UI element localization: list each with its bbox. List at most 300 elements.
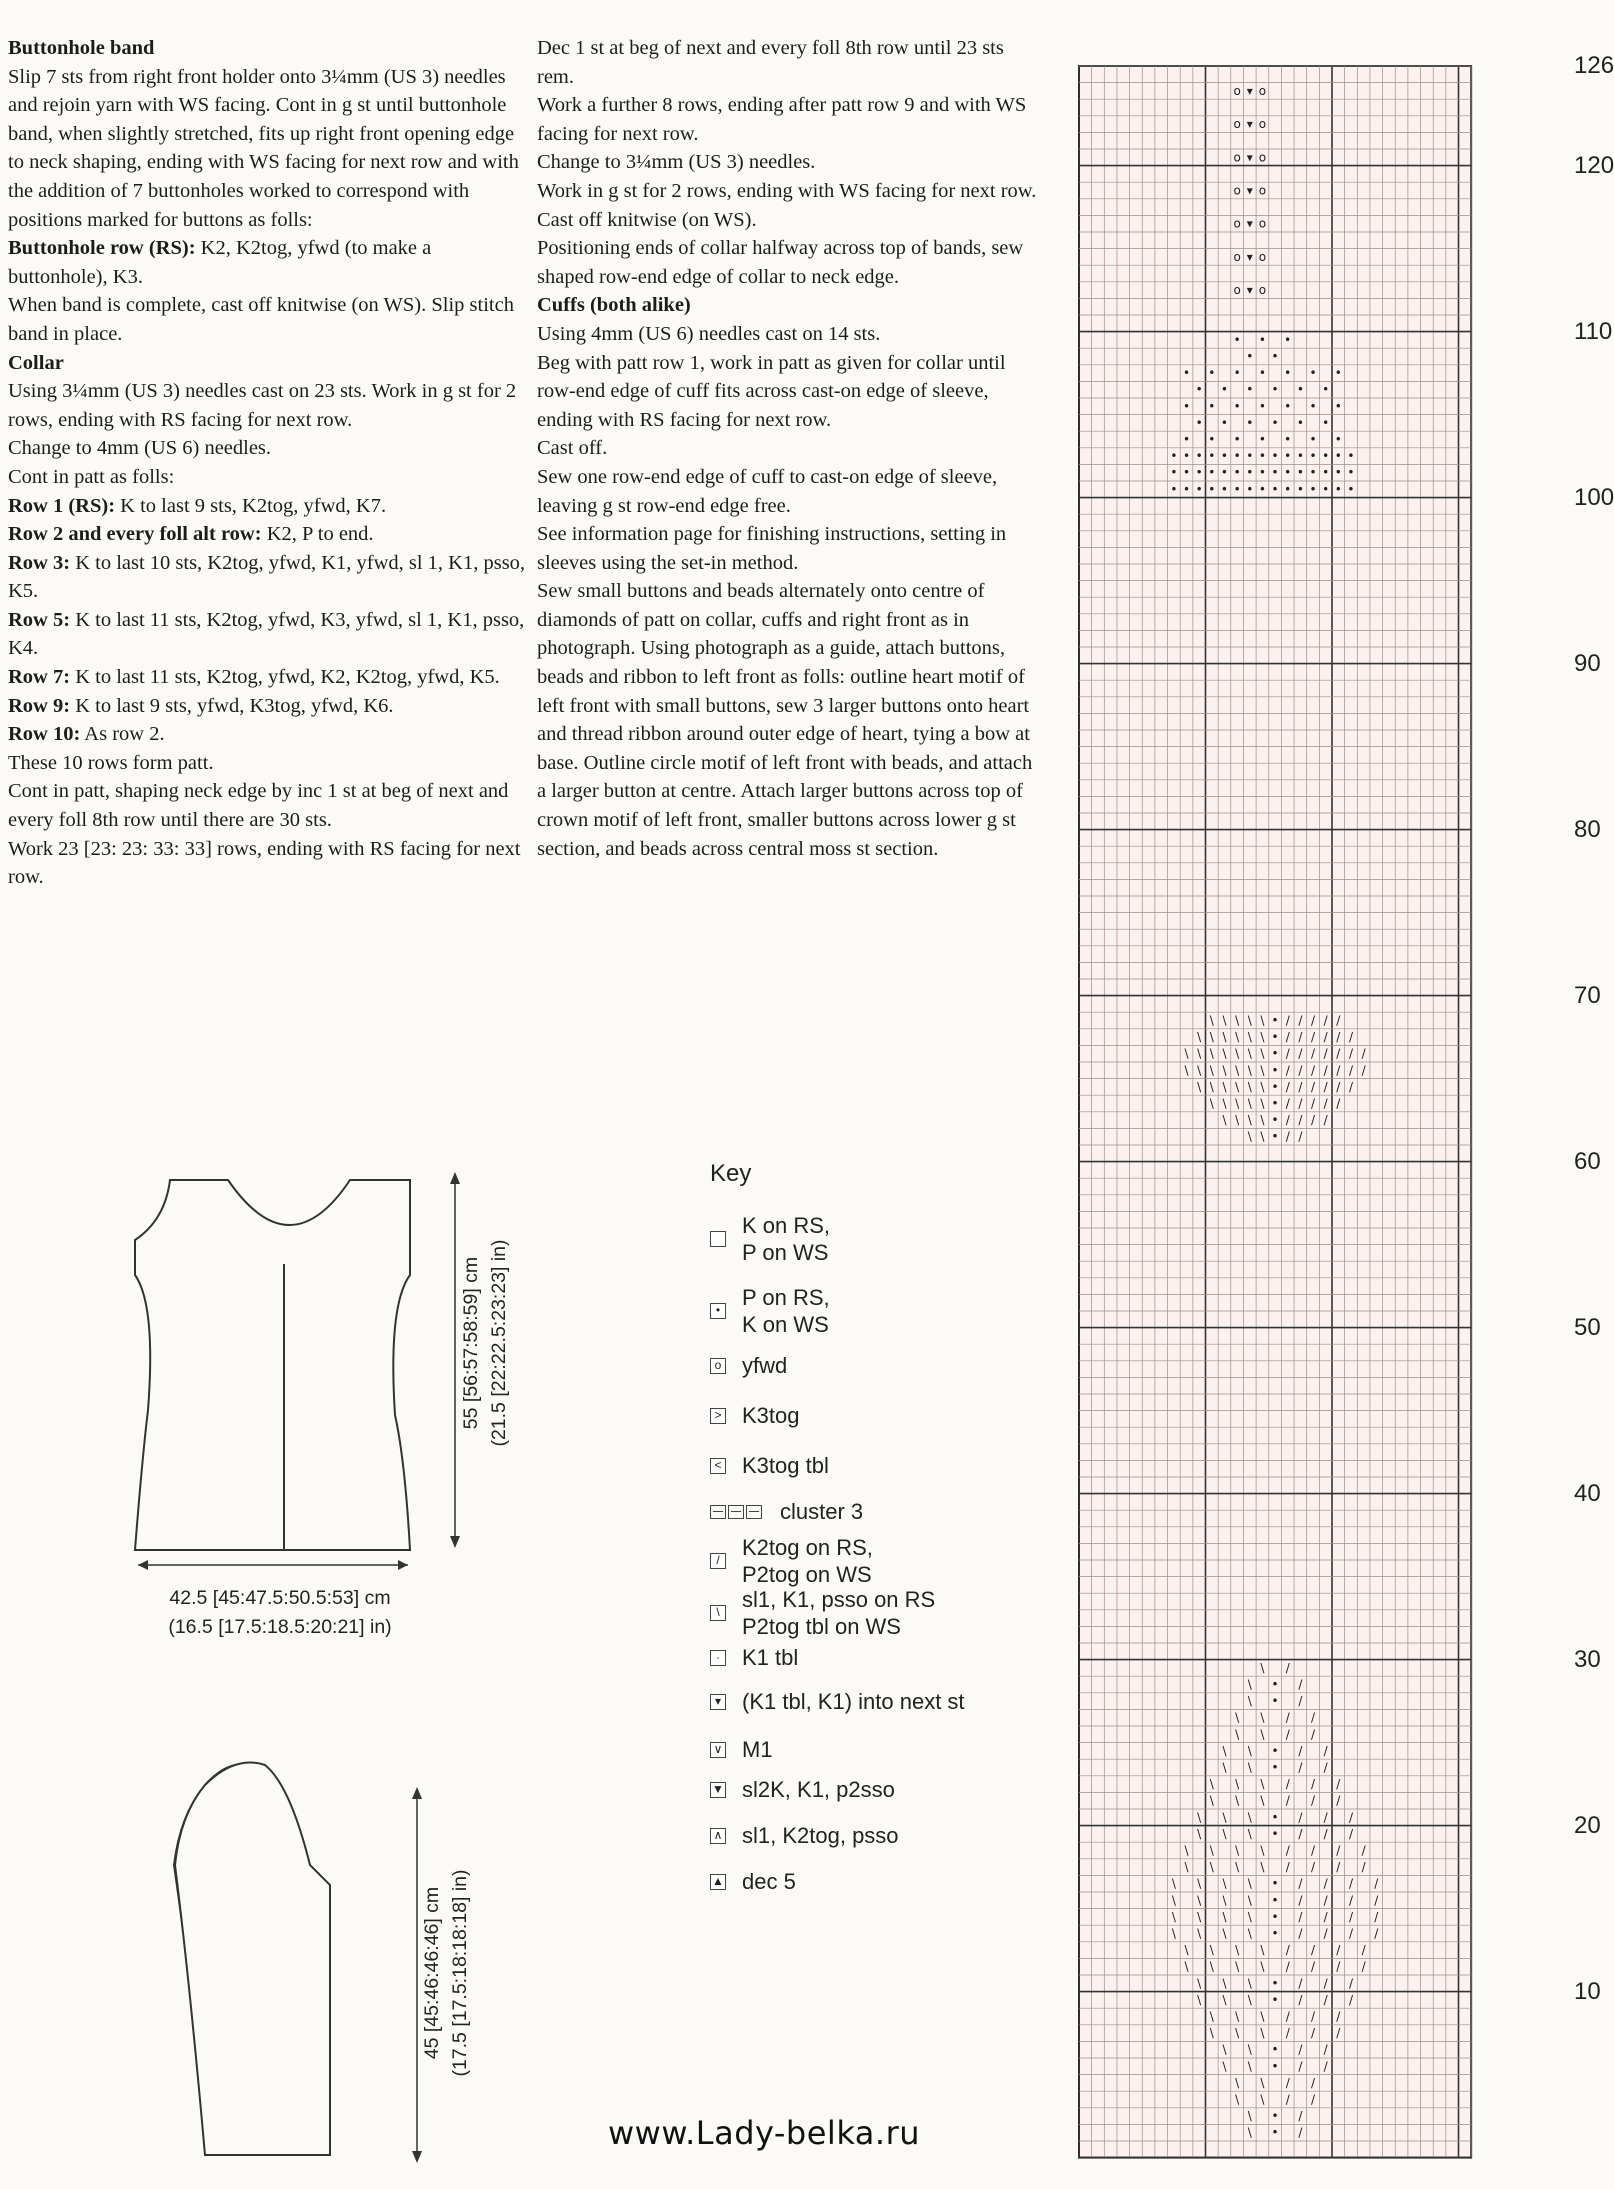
chart-stitch-symbol: \	[1209, 1030, 1214, 1045]
pattern-row	[8, 234, 528, 291]
key-item-label-line: sl1, K2tog, psso	[742, 1823, 899, 1848]
chart-stitch-symbol: •	[1271, 1113, 1279, 1128]
chart-stitch-symbol: \	[1260, 1860, 1265, 1875]
chart-stitch-symbol: \	[1247, 1677, 1252, 1692]
section-heading: Cuffs (both alike)	[537, 294, 691, 317]
chart-stitch-symbol: o	[1258, 249, 1267, 264]
instruction-paragraph: Dec 1 st at beg of next and every foll 8th row until 23 sts rem.	[537, 37, 1004, 88]
chart-stitch-symbol: \	[1260, 1063, 1265, 1078]
chart-stitch-symbol: /	[1311, 2026, 1316, 2041]
key-item-label	[742, 1402, 800, 1429]
key-item-label	[742, 1284, 830, 1338]
chart-stitch-symbol: •	[1347, 482, 1355, 497]
chart-stitch-symbol: \	[1222, 1013, 1227, 1028]
chart-stitch-symbol: •	[1271, 1826, 1279, 1841]
body-length-label	[457, 1173, 513, 1513]
chart-stitch-symbol: •	[1208, 399, 1216, 414]
chart-stitch-symbol: \	[1235, 1860, 1240, 1875]
chart-stitch-symbol: \	[1209, 1096, 1214, 1111]
chart-stitch-symbol: \	[1222, 1760, 1227, 1775]
chart-stitch-symbol: \	[1171, 1893, 1176, 1908]
chart-stitch-symbol: •	[1271, 1810, 1279, 1825]
chart-stitch-symbol: •	[1271, 1893, 1279, 1908]
chart-stitch-symbol: \	[1235, 1046, 1240, 1061]
chart-stitch-symbol: •	[1322, 482, 1330, 497]
chart-stitch-symbol: •	[1284, 449, 1292, 464]
chart-stitch-symbol: •	[1271, 1909, 1279, 1924]
key-item	[710, 1534, 873, 1588]
chart-stitch-symbol: •	[1309, 366, 1317, 381]
chart-stitch-symbol: •	[1220, 482, 1229, 497]
pattern-row-label: Row 1 (RS):	[8, 494, 116, 517]
chart-stitch-symbol: •	[1271, 2042, 1279, 2057]
chart-stitch-symbol: •	[1284, 399, 1292, 414]
chart-stitch-symbol: •	[1195, 449, 1203, 464]
sleeve-length-cm: 45 [45:46:46:46] cm	[421, 1886, 443, 2060]
chart-stitch-symbol: \	[1247, 1096, 1252, 1111]
chart-stitch-symbol: /	[1361, 1063, 1366, 1078]
chart-stitch-symbol: •	[1258, 432, 1266, 447]
chart-stitch-symbol: \	[1260, 1660, 1265, 1675]
chart-stitch-symbol: /	[1361, 1959, 1366, 1974]
chart-stitch-symbol: \	[1184, 1063, 1189, 1078]
chart-stitch-symbol: o	[1233, 83, 1241, 98]
chart-stitch-symbol: \	[1247, 2042, 1252, 2057]
key-item-label	[742, 1212, 830, 1266]
chart-stitch-symbol: •	[1182, 366, 1191, 381]
instruction-paragraph: Work a further 8 rows, ending after patt row 9 and with WS facing for next row.	[537, 94, 1027, 145]
chart-stitch-symbol: \	[1235, 1710, 1240, 1725]
chart-stitch-symbol: •	[1246, 382, 1254, 397]
chart-stitch-symbol: /	[1298, 1743, 1303, 1758]
chart-stitch-symbol: o	[1233, 183, 1241, 198]
chart-stitch-symbol: /	[1298, 1013, 1303, 1028]
chart-stitch-symbol: \	[1222, 1063, 1227, 1078]
chart-stitch-symbol: ▾	[1246, 283, 1253, 298]
sl2k-k1-p2sso-symbol-icon: ▼	[710, 1782, 726, 1798]
chart-stitch-symbol: /	[1348, 1063, 1353, 1078]
chart-stitch-symbol: /	[1323, 1976, 1328, 1991]
k3tog-symbol-icon: >	[710, 1408, 726, 1424]
chart-stitch-symbol: \	[1209, 1079, 1214, 1094]
instruction-paragraph: Work in g st for 2 rows, ending with WS facing for next row.	[537, 179, 1037, 202]
chart-stitch-symbol: •	[1271, 1096, 1279, 1111]
chart-stitch-symbol: \	[1247, 1013, 1252, 1028]
key-item-label-line: K on RS,	[742, 1213, 831, 1238]
chart-stitch-symbol: •	[1296, 465, 1304, 480]
chart-stitch-symbol: \	[1235, 1843, 1240, 1858]
chart-stitch-symbol: •	[1246, 415, 1254, 430]
chart-stitch-symbol: •	[1195, 382, 1203, 397]
chart-stitch-symbol: ▾	[1246, 183, 1253, 198]
chart-stitch-symbol: •	[1170, 449, 1178, 464]
chart-stitch-symbol: /	[1298, 1113, 1303, 1128]
chart-stitch-symbol: \	[1184, 1959, 1189, 1974]
p-on-rs-symbol-icon: •	[710, 1303, 726, 1319]
chart-stitch-symbol: /	[1298, 2125, 1303, 2140]
chart-stitch-symbol: /	[1285, 1959, 1290, 1974]
pattern-row	[8, 492, 528, 521]
chart-stitch-symbol: \	[1260, 1710, 1265, 1725]
chart-stitch-symbol: \	[1197, 1893, 1202, 1908]
key-item-label-line: yfwd	[742, 1353, 788, 1378]
chart-stitch-symbol: /	[1311, 1843, 1316, 1858]
chart-stitch-symbol: \	[1235, 2026, 1240, 2041]
chart-stitch-symbol: /	[1348, 1826, 1353, 1841]
chart-stitch-symbol: \	[1260, 2092, 1265, 2107]
chart-stitch-symbol: •	[1271, 1063, 1279, 1078]
chart-stitch-symbol: \	[1260, 1046, 1265, 1061]
instruction-paragraph: Work 23 [23: 23: 33: 33] rows, ending with RS facing for next row.	[8, 837, 521, 889]
watermark-text: www.Lady-belka.ru	[608, 2114, 920, 2152]
chart-stitch-symbol: o	[1233, 283, 1241, 298]
pattern-row	[8, 549, 528, 606]
chart-stitch-symbol: /	[1323, 1096, 1328, 1111]
sleeve-length-in: (17.5 [17.5:18:18:18] in)	[449, 1869, 471, 2077]
key-item	[710, 1284, 830, 1338]
chart-row-number: 126	[1574, 52, 1614, 79]
chart-stitch-symbol: \	[1222, 2059, 1227, 2074]
chart-stitch-symbol: /	[1374, 1893, 1379, 1908]
instruction-paragraph: Cast off knitwise (on WS).	[537, 208, 757, 231]
chart-stitch-symbol: •	[1208, 465, 1216, 480]
chart-row-number: 10	[1574, 1977, 1601, 2005]
instruction-paragraph: Change to 4mm (US 6) needles.	[8, 437, 272, 460]
chart-stitch-symbol: /	[1285, 1013, 1290, 1028]
instruction-paragraph: Slip 7 sts from right front holder onto 3¼mm (US 3) needles and rejoin yarn with WS facing. Cont in g st until buttonhole band, when slightly stretched, fits up right front opening edge to neck shaping, ending with WS facing for next row and with the addition of 7 buttonholes worked to correspond with positions marked for buttons as folls:	[8, 65, 519, 231]
pattern-row	[8, 520, 528, 549]
chart-stitch-symbol: •	[1220, 449, 1229, 464]
chart-stitch-symbol: \	[1222, 1113, 1227, 1128]
chart-stitch-symbol: •	[1208, 449, 1216, 464]
chart-stitch-symbol: •	[1233, 432, 1241, 447]
chart-stitch-symbol: /	[1311, 1860, 1316, 1875]
chart-stitch-symbol: \	[1247, 1976, 1252, 1991]
instruction-paragraph: Cont in patt as folls:	[8, 465, 175, 488]
chart-stitch-symbol: /	[1323, 1893, 1328, 1908]
chart-stitch-symbol: •	[1284, 465, 1292, 480]
instruction-paragraph: Positioning ends of collar halfway across top of bands, sew shaped row-end edge of collar to neck edge.	[537, 237, 1024, 288]
chart-stitch-symbol: \	[1260, 2075, 1265, 2090]
chart-stitch-symbol: •	[1182, 432, 1191, 447]
chart-stitch-symbol: •	[1246, 482, 1254, 497]
chart-stitch-symbol: \	[1235, 2075, 1240, 2090]
instruction-paragraph: Change to 3¼mm (US 3) needles.	[537, 151, 816, 174]
body-width-cm: 42.5 [45:47.5:50.5:53] cm	[169, 1587, 391, 1609]
chart-row-number: 120	[1574, 151, 1614, 179]
chart-stitch-symbol: \	[1171, 1926, 1176, 1941]
chart-stitch-symbol: •	[1233, 482, 1241, 497]
chart-stitch-symbol: \	[1260, 1113, 1265, 1128]
chart-stitch-symbol: /	[1336, 1860, 1341, 1875]
chart-stitch-symbol: •	[1347, 449, 1355, 464]
chart-stitch-symbol: \	[1222, 1893, 1227, 1908]
chart-stitch-symbol: /	[1336, 1959, 1341, 1974]
body-length-cm: 55 [56:57:58:59] cm	[460, 1256, 482, 1430]
chart-stitch-symbol: /	[1323, 1046, 1328, 1061]
instruction-paragraph: Using 4mm (US 6) needles cast on 14 sts.	[537, 322, 881, 345]
chart-stitch-symbol: •	[1233, 399, 1241, 414]
dec-5-symbol-icon: ▲	[710, 1874, 726, 1890]
chart-stitch-symbol: •	[1271, 1694, 1279, 1709]
chart-stitch-symbol: /	[1311, 1710, 1316, 1725]
chart-stitch-symbol: •	[1258, 332, 1266, 347]
chart-stitch-symbol: \	[1209, 1943, 1214, 1958]
chart-stitch-symbol: /	[1311, 1046, 1316, 1061]
chart-stitch-symbol: \	[1222, 1079, 1227, 1094]
chart-stitch-symbol: •	[1322, 415, 1330, 430]
key-item-label-line: P2tog tbl on WS	[742, 1614, 901, 1639]
section-heading: Collar	[8, 351, 64, 374]
chart-stitch-symbol: •	[1284, 432, 1292, 447]
key-item	[710, 1212, 830, 1266]
chart-stitch-symbol: /	[1323, 1909, 1328, 1924]
key-item-label-line: K3tog tbl	[742, 1453, 829, 1478]
chart-stitch-symbol: \	[1235, 2009, 1240, 2024]
chart-stitch-symbol: •	[1271, 1030, 1279, 1045]
chart-stitch-symbol: \	[1235, 1063, 1240, 1078]
key-item-label	[742, 1644, 798, 1671]
chart-row-number: 50	[1574, 1313, 1601, 1341]
pattern-row	[8, 720, 528, 749]
chart-stitch-symbol: \	[1260, 2009, 1265, 2024]
key-item	[710, 1352, 787, 1379]
chart-stitch-symbol: •	[1296, 449, 1304, 464]
chart-stitch-symbol: •	[1271, 1013, 1279, 1028]
chart-stitch-symbol: •	[1309, 465, 1317, 480]
chart-stitch-symbol: \	[1171, 1876, 1176, 1891]
chart-stitch-symbol: \	[1247, 1926, 1252, 1941]
chart-stitch-symbol: \	[1222, 1810, 1227, 1825]
chart-stitch-symbol: •	[1271, 2125, 1279, 2140]
chart-stitch-symbol: \	[1184, 1843, 1189, 1858]
chart-row-number: 40	[1574, 1479, 1601, 1507]
chart-stitch-symbol: •	[1246, 465, 1254, 480]
pattern-row-label: Row 7:	[8, 666, 71, 689]
chart-stitch-symbol: /	[1336, 1843, 1341, 1858]
chart-stitch-symbol: /	[1285, 1096, 1290, 1111]
k2tog-symbol-icon: /	[710, 1553, 726, 1569]
chart-stitch-symbol: •	[1309, 399, 1317, 414]
pattern-row-text: K to last 9 sts, yfwd, K3tog, yfwd, K6.	[70, 694, 394, 717]
yfwd-symbol-icon: o	[710, 1358, 726, 1374]
chart-stitch-symbol: /	[1348, 1976, 1353, 1991]
k-on-rs-symbol-icon	[710, 1231, 726, 1247]
chart-stitch-symbol: \	[1209, 1843, 1214, 1858]
chart-stitch-symbol: •	[1271, 1976, 1279, 1991]
chart-stitch-symbol: \	[1235, 1013, 1240, 1028]
chart-stitch-symbol: /	[1336, 1096, 1341, 1111]
chart-stitch-symbol: /	[1336, 1079, 1341, 1094]
chart-stitch-symbol: /	[1336, 2026, 1341, 2041]
key-item	[710, 1868, 796, 1895]
chart-stitch-symbol: /	[1336, 1030, 1341, 1045]
chart-stitch-symbol: \	[1197, 1992, 1202, 2007]
chart-stitch-symbol: \	[1260, 1129, 1265, 1144]
key-item	[710, 1776, 895, 1803]
chart-stitch-symbol: •	[1182, 482, 1191, 497]
chart-row-number: 30	[1574, 1645, 1601, 1673]
chart-stitch-symbol: •	[1334, 482, 1342, 497]
key-item	[710, 1688, 965, 1715]
chart-stitch-symbol: \	[1247, 1743, 1252, 1758]
chart-stitch-symbol: \	[1260, 1096, 1265, 1111]
chart-stitch-symbol: •	[1233, 366, 1241, 381]
chart-stitch-symbol: /	[1285, 1046, 1290, 1061]
chart-stitch-symbol: /	[1348, 1926, 1353, 1941]
chart-stitch-symbol: \	[1171, 1909, 1176, 1924]
body-schematic	[120, 1160, 480, 1600]
pattern-row-label: Row 3:	[8, 551, 71, 574]
chart-stitch-symbol: \	[1209, 2026, 1214, 2041]
chart-stitch-symbol: •	[1258, 449, 1266, 464]
chart-stitch-symbol: /	[1298, 1926, 1303, 1941]
chart-stitch-symbol: /	[1285, 2009, 1290, 2024]
chart-stitch-symbol: /	[1323, 1079, 1328, 1094]
chart-row-number: 60	[1574, 1147, 1601, 1175]
instructions-column-right	[537, 34, 1037, 863]
chart-stitch-symbol: /	[1285, 1860, 1290, 1875]
chart-stitch-symbol: \	[1247, 1876, 1252, 1891]
chart-stitch-symbol: \	[1197, 1063, 1202, 1078]
key-item-label-line: (K1 tbl, K1) into next st	[742, 1689, 965, 1714]
chart-stitch-symbol: /	[1285, 1660, 1290, 1675]
key-item-label-line: dec 5	[742, 1869, 796, 1894]
chart-stitch-symbol: /	[1298, 2042, 1303, 2057]
chart-stitch-symbol: /	[1285, 1943, 1290, 1958]
key-item-label-line: sl2K, K1, p2sso	[742, 1777, 895, 1802]
chart-stitch-symbol: /	[1374, 1909, 1379, 1924]
chart-stitch-symbol: /	[1298, 1129, 1303, 1144]
chart-stitch-symbol: /	[1323, 1013, 1328, 1028]
chart-stitch-symbol: \	[1247, 1992, 1252, 2007]
chart-stitch-symbol: /	[1298, 1677, 1303, 1692]
chart-stitch-symbol: •	[1258, 399, 1266, 414]
chart-stitch-symbol: /	[1298, 1079, 1303, 1094]
key-item-label	[742, 1534, 873, 1588]
chart-stitch-symbol: /	[1348, 1909, 1353, 1924]
k1-tbl-symbol-icon: ·	[710, 1650, 726, 1666]
chart-stitch-symbol: /	[1336, 1063, 1341, 1078]
chart-stitch-symbol: /	[1311, 1113, 1316, 1128]
chart-stitch-symbol: •	[1271, 349, 1279, 364]
chart-stitch-symbol: \	[1209, 2009, 1214, 2024]
key-item-label	[742, 1352, 787, 1379]
chart-stitch-symbol: •	[1233, 449, 1241, 464]
chart-stitch-symbol: o	[1258, 216, 1267, 231]
chart-stitch-symbol: \	[1247, 1113, 1252, 1128]
chart-stitch-symbol: /	[1311, 2009, 1316, 2024]
sl1-k1-psso-symbol-icon: \	[710, 1605, 726, 1621]
chart-stitch-symbol: /	[1285, 1063, 1290, 1078]
chart-stitch-symbol: \	[1235, 1943, 1240, 1958]
chart-stitch-symbol: \	[1209, 1860, 1214, 1875]
chart-stitch-symbol: /	[1311, 1777, 1316, 1792]
key-item	[710, 1822, 899, 1849]
chart-stitch-symbol: •	[1258, 366, 1266, 381]
chart-stitch-symbol: \	[1247, 2125, 1252, 2140]
chart-stitch-symbol: ▾	[1246, 117, 1253, 132]
pattern-row-text: K to last 9 sts, K2tog, yfwd, K7.	[115, 494, 387, 517]
chart-stitch-symbol: /	[1311, 1030, 1316, 1045]
key-item-label	[742, 1586, 935, 1640]
chart-stitch-symbol: /	[1285, 1793, 1290, 1808]
chart-stitch-symbol: /	[1323, 1063, 1328, 1078]
chart-stitch-symbol: o	[1258, 117, 1267, 132]
instruction-paragraph: Sew one row-end edge of cuff to cast-on edge of sleeve, leaving g st row-end edge free.	[537, 465, 998, 517]
key-item-label	[742, 1452, 829, 1479]
chart-stitch-symbol: /	[1336, 1777, 1341, 1792]
chart-stitch-symbol: \	[1260, 1013, 1265, 1028]
chart-stitch-symbol: \	[1197, 1079, 1202, 1094]
chart-stitch-symbol: •	[1182, 399, 1191, 414]
pattern-row-label: Row 10:	[8, 723, 81, 746]
chart-stitch-symbol: •	[1233, 465, 1241, 480]
chart-stitch-symbol: •	[1271, 1677, 1279, 1692]
key-item	[710, 1402, 800, 1429]
chart-stitch-symbol: /	[1323, 1826, 1328, 1841]
chart-stitch-symbol: •	[1220, 415, 1229, 430]
chart-stitch-symbol: •	[1233, 332, 1241, 347]
chart-stitch-symbol: \	[1260, 1030, 1265, 1045]
chart-stitch-symbol: •	[1309, 449, 1317, 464]
chart-stitch-symbol: /	[1374, 1876, 1379, 1891]
chart-stitch-symbol: \	[1260, 1793, 1265, 1808]
chart-stitch-symbol: \	[1235, 1793, 1240, 1808]
chart-stitch-symbol: \	[1235, 1079, 1240, 1094]
key-item-label-line: M1	[742, 1737, 773, 1762]
chart-stitch-symbol: \	[1260, 1777, 1265, 1792]
chart-key	[710, 1160, 1040, 1894]
instruction-paragraph: See information page for finishing instructions, setting in sleeves using the set-in method.	[537, 523, 1007, 574]
chart-stitch-symbol: •	[1182, 465, 1191, 480]
m1-symbol-icon: ∨	[710, 1742, 726, 1758]
instructions-column-left	[8, 34, 528, 892]
chart-stitch-symbol: /	[1348, 1810, 1353, 1825]
chart-stitch-symbol: \	[1209, 1013, 1214, 1028]
body-width-label	[120, 1584, 440, 1642]
chart-stitch-symbol: •	[1170, 465, 1178, 480]
chart-stitch-symbol: \	[1222, 1976, 1227, 1991]
key-item-label	[742, 1822, 899, 1849]
chart-stitch-symbol: \	[1197, 1046, 1202, 1061]
chart-stitch-symbol: \	[1260, 1843, 1265, 1858]
k3tog-tbl-symbol-icon: <	[710, 1458, 726, 1474]
key-item	[710, 1644, 798, 1671]
chart-stitch-symbol: /	[1336, 1046, 1341, 1061]
chart-stitch-symbol: •	[1271, 1046, 1279, 1061]
chart-stitch-symbol: \	[1235, 1113, 1240, 1128]
key-item	[710, 1452, 829, 1479]
key-item-label-line: K3tog	[742, 1403, 800, 1428]
key-item-label	[742, 1688, 965, 1715]
pattern-row-text: K2, P to end.	[261, 523, 374, 546]
chart-stitch-symbol: o	[1233, 150, 1241, 165]
chart-stitch-symbol: •	[1271, 1760, 1279, 1775]
chart-stitch-symbol: /	[1285, 2075, 1290, 2090]
section-heading: Buttonhole band	[8, 37, 155, 59]
chart-stitch-symbol: /	[1361, 1860, 1366, 1875]
chart-stitch-symbol: \	[1247, 1030, 1252, 1045]
chart-stitch-symbol: /	[1311, 1096, 1316, 1111]
chart-row-number: 20	[1574, 1811, 1601, 1839]
chart-stitch-symbol: /	[1311, 1793, 1316, 1808]
chart-stitch-symbol: /	[1323, 2042, 1328, 2057]
chart-stitch-symbol: \	[1222, 2042, 1227, 2057]
chart-stitch-symbol: \	[1222, 1826, 1227, 1841]
chart-stitch-symbol: o	[1258, 183, 1267, 198]
chart-stitch-symbol: /	[1298, 1096, 1303, 1111]
